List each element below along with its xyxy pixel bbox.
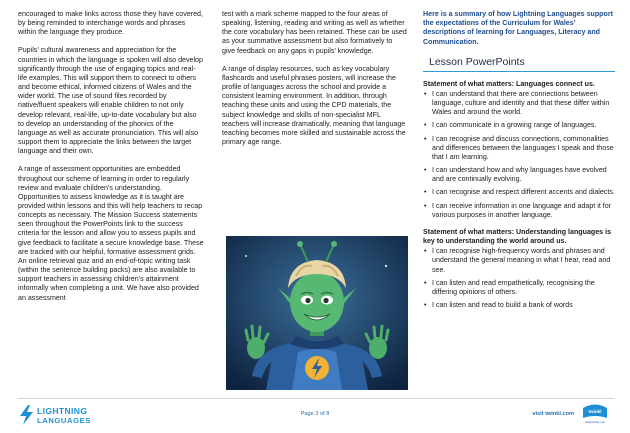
twinkl-badge-label: twinkl [588,409,602,414]
list-item: • I can understand how and why languages have evolved and are continually evolving. [424,166,607,184]
left-column [18,10,204,312]
bullet-icon: • [424,201,427,210]
summary-intro: Here is a summary of how Lightning Languages support the expectations of the Curriculum for Wales’ descriptions of learning for Languages, Literacy and Communication. [423,10,613,46]
visit-link[interactable]: visit twinkl.com [532,411,574,417]
logo-text-languages: LANGUAGES [37,416,91,425]
statement-list-understanding-languages [423,247,615,310]
list-item: • I can understand that there are connections between language, culture and identity and that these differ within Wales and around the world. [424,90,610,117]
bullet-icon: • [424,90,427,99]
left-paragraph-3: A range of assessment opportunities are embedded throughout our scheme of learning in order to regularly review and evaluate children’s understanding. Opportunities to assess knowledge as it is taught are provided within lessons and this will help teachers to recap concepts as necessary. The Mission Success statements seen throughout the PowerPoints link to the success criteria for the lesson and allow you to assess pupils and give feedback to facilitate a secure knowledge base. These are tracked with our helpful, formative assessment grids. An online retrieval quiz and an end-of-topic writing task (within the sentence building packs) are also available to support teachers in assessing children’s attainment informally when completing a unit. We have also provided an assessment [18,165,204,302]
alien-character-image [226,236,408,390]
list-item: • I can communicate in a growing range of languages. [424,121,597,130]
list-item: • I can receive information in one language and adapt it for various purposes in another language. [424,201,612,219]
middle-paragraph-1: test with a mark scheme mapped to the four areas of speaking, listening, reading and writing as well as whether the core vocabulary has been retained. These can be used as your summative assessment but also formatively to give feedback on any gaps in pupils’ knowledge. [222,10,407,55]
statement-heading-languages-connect: Statement of what matters: Languages connect us. [423,79,595,88]
bullet-icon: • [424,166,427,175]
list-item: • I can recognise and respect different accents and dialects. [424,188,615,197]
list-item: • I can listen and read empathetically, recognising the differing opinions of others. [424,278,595,296]
twinkl-logo [580,402,610,428]
left-paragraph-1: encouraged to make links across those they have covered, by being reminded to interchange words and phrases within the language they produce. [18,10,203,37]
bullet-icon: • [424,134,427,143]
statement-heading-understanding-languages: Statement of what matters: Understanding languages is key to understanding the world around us. [423,227,612,246]
page-number: Page 3 of 8 [300,411,330,417]
statement-list-languages-connect [423,90,615,220]
list-item: • I can recognise and discuss connections, commonalities and differences between the languages I speak and those that I am learning. [424,134,614,161]
middle-paragraph-2: A range of display resources, such as key vocabulary flashcards and useful phrases posters, will increase the profile of languages across the school and provide a consistent learning environment. In addition, through teaching these units and using the CPD materials, the subject knowledge and skills of non-specialist MFL teachers will increase dramatically, meaning that language teaching becomes more skilled and sustainable across the primary age range. [222,64,406,147]
logo-text-lightning: LIGHTNING [37,406,88,416]
page-footer [0,398,630,433]
list-item: • I can recognise high-frequency words and phrases and understand the general meaning in what I hear, read and see. [424,247,611,274]
bullet-icon: • [424,188,427,197]
twinkl-badge-tagline: inspired by you [584,420,606,424]
footer-divider [18,398,614,399]
left-paragraph-2: Pupils’ cultural awareness and appreciation for the countries in which the language is spoken will also develop significantly through the use of engaging topics and real-life examples. This will support them to connect to others and become ethical, informed citizens of Wales and the wider world. The use of sound files recorded by native/fluent speakers will enable children to not only develop relevant, real-life, up-to-date vocabulary but also to develop an understanding of the phonics of the language as well as accurate pronunciation. This will also support them to appreciate the links between the target language and their own. [18,46,203,156]
bullet-icon: • [424,121,427,130]
bullet-icon: • [424,278,427,287]
bullet-icon: • [424,247,427,256]
right-column [423,10,615,318]
twinkl-badge-icon [580,402,610,428]
section-heading-lesson-powerpoints: Lesson PowerPoints [423,55,615,72]
middle-column [222,10,407,156]
list-item: • I can listen and read to build a bank of words [424,301,573,310]
alien-character-illustration [226,236,408,390]
bullet-icon: • [424,301,427,310]
